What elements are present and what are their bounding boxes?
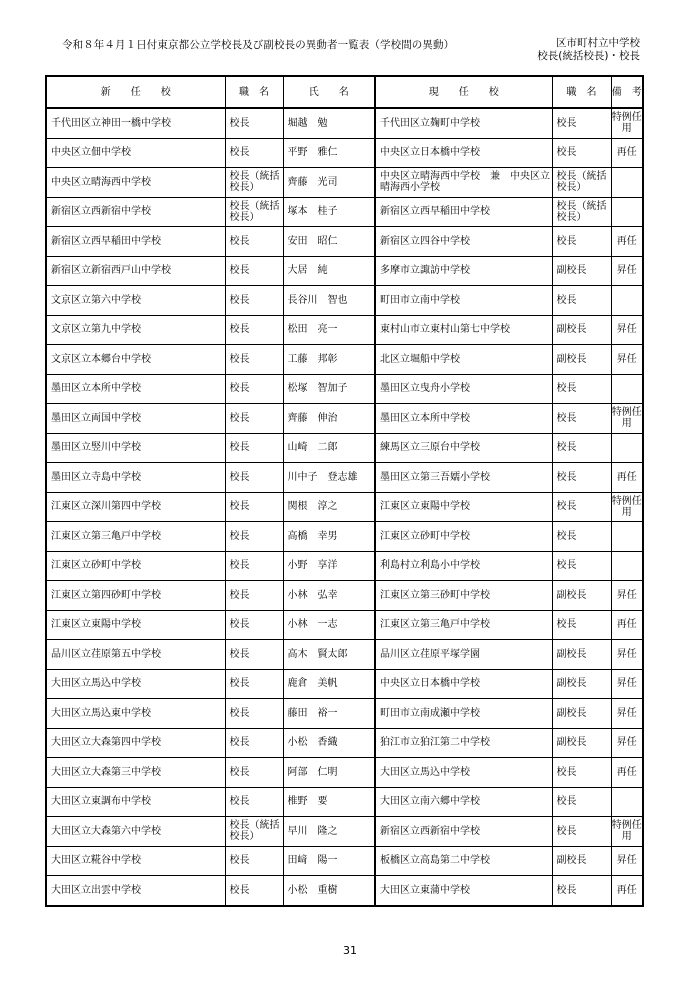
note-cell xyxy=(611,551,643,581)
new-school-cell: 江東区立東陽中学校 xyxy=(46,610,225,640)
current-position-cell: 校長 xyxy=(552,227,611,257)
new-position-cell: 校長 xyxy=(225,610,283,640)
current-position-cell: 校長 xyxy=(552,404,611,434)
name-cell: 堀越 勉 xyxy=(283,108,375,138)
note-cell xyxy=(611,374,643,404)
name-cell: 齊藤 伸治 xyxy=(283,404,375,434)
note-cell: 昇任 xyxy=(611,699,643,729)
note-cell: 昇任 xyxy=(611,669,643,699)
current-position-cell: 校長 xyxy=(552,876,611,906)
new-position-cell: 校長 xyxy=(225,286,283,316)
name-cell: 小松 重樹 xyxy=(283,876,375,906)
note-cell: 昇任 xyxy=(611,315,643,345)
table-row xyxy=(46,168,643,198)
name-cell: 小林 弘幸 xyxy=(283,581,375,611)
new-school-cell: 大田区立馬込東中学校 xyxy=(46,699,225,729)
new-school-cell: 大田区立大森第三中学校 xyxy=(46,758,225,788)
note-cell: 昇任 xyxy=(611,256,643,286)
current-position-cell: 副校長 xyxy=(552,581,611,611)
note-cell: 特例任用 xyxy=(611,404,643,434)
note-cell xyxy=(611,197,643,227)
current-school-cell: 利島村立利島小中学校 xyxy=(375,551,552,581)
current-position-cell: 校長 xyxy=(552,108,611,138)
current-school-cell: 中央区立日本橋中学校 xyxy=(375,669,552,699)
new-position-cell: 校長 xyxy=(225,345,283,375)
new-position-cell: 校長 xyxy=(225,492,283,522)
name-cell: 鹿倉 美帆 xyxy=(283,669,375,699)
current-position-cell: 校長 xyxy=(552,551,611,581)
table-row xyxy=(46,787,643,817)
current-school-cell: 東村山市立東村山第七中学校 xyxy=(375,315,552,345)
new-school-cell: 江東区立第三亀戸中学校 xyxy=(46,522,225,552)
note-cell xyxy=(611,433,643,463)
name-cell: 山崎 二郎 xyxy=(283,433,375,463)
name-cell: 工藤 邦彰 xyxy=(283,345,375,375)
new-position-cell: 校長 xyxy=(225,758,283,788)
new-school-cell: 新宿区立西早稲田中学校 xyxy=(46,227,225,257)
category-line-2: 校長(統括校長)・校長 xyxy=(537,50,640,62)
note-cell xyxy=(611,286,643,316)
current-school-cell: 北区立堀船中学校 xyxy=(375,345,552,375)
current-position-cell: 校長 xyxy=(552,522,611,552)
current-position-cell: 校長 xyxy=(552,610,611,640)
new-school-cell: 文京区立第六中学校 xyxy=(46,286,225,316)
new-position-cell: 校長 xyxy=(225,846,283,876)
note-cell: 昇任 xyxy=(611,846,643,876)
current-school-cell: 中央区立晴海西中学校 兼 中央区立晴海西小学校 xyxy=(375,168,552,198)
category-line-1: 区市町村立中学校 xyxy=(556,37,640,49)
document-title: 令和８年４月１日付東京都公立学校長及び副校長の異動者一覧表（学校間の異動） xyxy=(62,39,455,51)
table-row xyxy=(46,522,643,552)
table-row xyxy=(46,374,643,404)
current-school-cell: 新宿区立西新宿中学校 xyxy=(375,817,552,847)
table-header-row xyxy=(46,76,643,108)
note-cell: 特例任用 xyxy=(611,108,643,138)
new-school-cell: 大田区立出雲中学校 xyxy=(46,876,225,906)
current-position-cell: 副校長 xyxy=(552,256,611,286)
new-position-cell: 校長 xyxy=(225,640,283,670)
name-cell: 阿部 仁明 xyxy=(283,758,375,788)
new-school-cell: 江東区立砂町中学校 xyxy=(46,551,225,581)
current-school-cell: 江東区立砂町中学校 xyxy=(375,522,552,552)
new-school-cell: 大田区立馬込中学校 xyxy=(46,669,225,699)
table-body xyxy=(46,108,643,906)
new-position-cell: 校長 xyxy=(225,315,283,345)
new-position-cell: 校長 xyxy=(225,728,283,758)
note-cell: 昇任 xyxy=(611,728,643,758)
name-cell: 川中子 登志雄 xyxy=(283,463,375,493)
current-school-cell: 大田区立馬込中学校 xyxy=(375,758,552,788)
table-row xyxy=(46,846,643,876)
name-cell: 小林 一志 xyxy=(283,610,375,640)
current-position-cell: 副校長 xyxy=(552,669,611,699)
table-row xyxy=(46,463,643,493)
name-cell: 小松 香織 xyxy=(283,728,375,758)
new-school-cell: 千代田区立神田一橋中学校 xyxy=(46,108,225,138)
name-cell: 関根 淳之 xyxy=(283,492,375,522)
new-school-cell: 江東区立第四砂町中学校 xyxy=(46,581,225,611)
col-header-new-school: 新 任 校 xyxy=(46,76,225,108)
note-cell: 再任 xyxy=(611,138,643,168)
table-row xyxy=(46,728,643,758)
table-row xyxy=(46,345,643,375)
new-position-cell: 校長 xyxy=(225,876,283,906)
name-cell: 小野 享洋 xyxy=(283,551,375,581)
current-school-cell: 墨田区立第三吾嬬小学校 xyxy=(375,463,552,493)
new-school-cell: 墨田区立竪川中学校 xyxy=(46,433,225,463)
new-position-cell: 校長 xyxy=(225,227,283,257)
name-cell: 長谷川 智也 xyxy=(283,286,375,316)
current-school-cell: 町田市立南成瀬中学校 xyxy=(375,699,552,729)
col-header-note: 備 考 xyxy=(611,76,643,108)
current-position-cell: 校長 xyxy=(552,492,611,522)
category-label xyxy=(537,37,640,63)
table-row xyxy=(46,138,643,168)
new-position-cell: 校長 xyxy=(225,463,283,493)
current-position-cell: 校長 xyxy=(552,374,611,404)
new-school-cell: 大田区立糀谷中学校 xyxy=(46,846,225,876)
note-cell xyxy=(611,522,643,552)
name-cell: 平野 雅仁 xyxy=(283,138,375,168)
table-row xyxy=(46,227,643,257)
new-school-cell: 大田区立東調布中学校 xyxy=(46,787,225,817)
note-cell: 特例任用 xyxy=(611,492,643,522)
current-position-cell: 校長 xyxy=(552,138,611,168)
new-school-cell: 文京区立第九中学校 xyxy=(46,315,225,345)
new-position-cell: 校長 xyxy=(225,581,283,611)
current-position-cell: 校長 xyxy=(552,758,611,788)
current-position-cell: 副校長 xyxy=(552,345,611,375)
new-school-cell: 江東区立深川第四中学校 xyxy=(46,492,225,522)
new-position-cell: 校長（統括校長） xyxy=(225,168,283,198)
current-school-cell: 大田区立南六郷中学校 xyxy=(375,787,552,817)
table-row xyxy=(46,404,643,434)
note-cell xyxy=(611,168,643,198)
note-cell: 再任 xyxy=(611,876,643,906)
note-cell: 昇任 xyxy=(611,640,643,670)
name-cell: 齊藤 光司 xyxy=(283,168,375,198)
table-row xyxy=(46,669,643,699)
current-position-cell: 副校長 xyxy=(552,699,611,729)
name-cell: 松塚 智加子 xyxy=(283,374,375,404)
current-position-cell: 副校長 xyxy=(552,846,611,876)
name-cell: 田﨑 陽一 xyxy=(283,846,375,876)
note-cell: 特例任用 xyxy=(611,817,643,847)
current-position-cell: 校長（統括校長） xyxy=(552,168,611,198)
new-position-cell: 校長 xyxy=(225,374,283,404)
name-cell: 早川 隆之 xyxy=(283,817,375,847)
current-position-cell: 校長 xyxy=(552,433,611,463)
current-school-cell: 品川区立荏原平塚学園 xyxy=(375,640,552,670)
current-position-cell: 校長 xyxy=(552,463,611,493)
note-cell: 再任 xyxy=(611,758,643,788)
current-school-cell: 江東区立第三亀戸中学校 xyxy=(375,610,552,640)
new-school-cell: 大田区立大森第四中学校 xyxy=(46,728,225,758)
page-number: 31 xyxy=(343,944,357,957)
col-header-new-position: 職 名 xyxy=(225,76,283,108)
new-position-cell: 校長 xyxy=(225,256,283,286)
new-position-cell: 校長（統括校長） xyxy=(225,817,283,847)
current-position-cell: 副校長 xyxy=(552,640,611,670)
note-cell: 昇任 xyxy=(611,345,643,375)
col-header-current-position: 職 名 xyxy=(552,76,611,108)
table-row xyxy=(46,256,643,286)
current-school-cell: 新宿区立四谷中学校 xyxy=(375,227,552,257)
name-cell: 大居 純 xyxy=(283,256,375,286)
current-position-cell: 校長（統括校長） xyxy=(552,197,611,227)
table-row xyxy=(46,876,643,906)
new-school-cell: 墨田区立寺島中学校 xyxy=(46,463,225,493)
name-cell: 安田 昭仁 xyxy=(283,227,375,257)
new-school-cell: 文京区立本郷台中学校 xyxy=(46,345,225,375)
note-cell: 再任 xyxy=(611,463,643,493)
table-row xyxy=(46,610,643,640)
table-row xyxy=(46,699,643,729)
table-row xyxy=(46,315,643,345)
new-school-cell: 中央区立晴海西中学校 xyxy=(46,168,225,198)
current-school-cell: 多摩市立諏訪中学校 xyxy=(375,256,552,286)
new-school-cell: 新宿区立新宿西戸山中学校 xyxy=(46,256,225,286)
current-school-cell: 狛江市立狛江第二中学校 xyxy=(375,728,552,758)
name-cell: 高橋 幸男 xyxy=(283,522,375,552)
current-school-cell: 練馬区立三原台中学校 xyxy=(375,433,552,463)
table-row xyxy=(46,551,643,581)
new-school-cell: 墨田区立本所中学校 xyxy=(46,374,225,404)
new-school-cell: 大田区立大森第六中学校 xyxy=(46,817,225,847)
name-cell: 藤田 裕一 xyxy=(283,699,375,729)
name-cell: 椎野 要 xyxy=(283,787,375,817)
current-school-cell: 新宿区立西早稲田中学校 xyxy=(375,197,552,227)
new-school-cell: 中央区立佃中学校 xyxy=(46,138,225,168)
current-school-cell: 中央区立日本橋中学校 xyxy=(375,138,552,168)
current-position-cell: 校長 xyxy=(552,286,611,316)
name-cell: 塚本 桂子 xyxy=(283,197,375,227)
transfer-table xyxy=(45,75,644,907)
col-header-name: 氏 名 xyxy=(283,76,375,108)
current-position-cell: 校長 xyxy=(552,817,611,847)
name-cell: 高木 賢太郎 xyxy=(283,640,375,670)
table-row xyxy=(46,108,643,138)
new-position-cell: 校長 xyxy=(225,404,283,434)
new-position-cell: 校長 xyxy=(225,669,283,699)
table-row xyxy=(46,197,643,227)
current-position-cell: 副校長 xyxy=(552,728,611,758)
current-school-cell: 墨田区立本所中学校 xyxy=(375,404,552,434)
new-position-cell: 校長 xyxy=(225,551,283,581)
note-cell: 再任 xyxy=(611,227,643,257)
table-row xyxy=(46,433,643,463)
new-position-cell: 校長 xyxy=(225,522,283,552)
current-school-cell: 町田市立南中学校 xyxy=(375,286,552,316)
note-cell xyxy=(611,787,643,817)
table-row xyxy=(46,581,643,611)
current-school-cell: 墨田区立曳舟小学校 xyxy=(375,374,552,404)
new-school-cell: 新宿区立西新宿中学校 xyxy=(46,197,225,227)
table-row xyxy=(46,492,643,522)
new-position-cell: 校長 xyxy=(225,138,283,168)
current-position-cell: 校長 xyxy=(552,787,611,817)
table-row xyxy=(46,758,643,788)
note-cell: 昇任 xyxy=(611,581,643,611)
new-position-cell: 校長 xyxy=(225,699,283,729)
current-school-cell: 江東区立第三砂町中学校 xyxy=(375,581,552,611)
new-position-cell: 校長 xyxy=(225,108,283,138)
current-school-cell: 板橋区立高島第二中学校 xyxy=(375,846,552,876)
table-row xyxy=(46,286,643,316)
new-school-cell: 墨田区立両国中学校 xyxy=(46,404,225,434)
current-school-cell: 大田区立東蒲中学校 xyxy=(375,876,552,906)
table-row xyxy=(46,640,643,670)
new-position-cell: 校長 xyxy=(225,433,283,463)
current-position-cell: 副校長 xyxy=(552,315,611,345)
new-school-cell: 品川区立荏原第五中学校 xyxy=(46,640,225,670)
new-position-cell: 校長 xyxy=(225,787,283,817)
table-row xyxy=(46,817,643,847)
note-cell: 再任 xyxy=(611,610,643,640)
current-school-cell: 千代田区立麹町中学校 xyxy=(375,108,552,138)
col-header-current-school: 現 任 校 xyxy=(375,76,552,108)
new-position-cell: 校長（統括校長） xyxy=(225,197,283,227)
name-cell: 松田 亮一 xyxy=(283,315,375,345)
current-school-cell: 江東区立東陽中学校 xyxy=(375,492,552,522)
